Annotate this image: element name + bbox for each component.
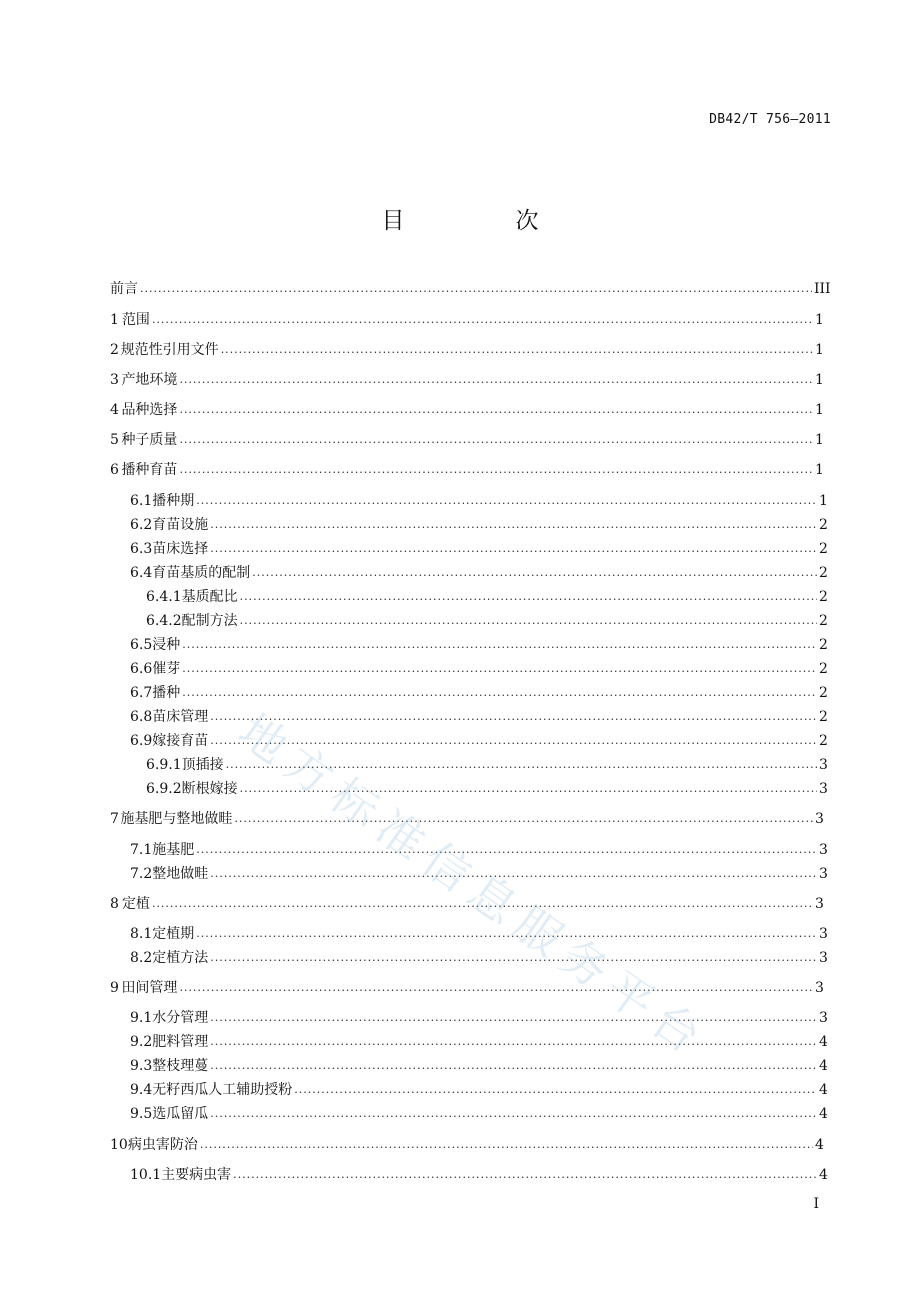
toc-entry-number: 6.9.1 <box>146 757 182 773</box>
toc-entry-page: 3 <box>819 842 828 858</box>
toc-entry[interactable] <box>130 925 826 944</box>
toc-leader-dots <box>196 840 817 859</box>
toc-entry-page: 1 <box>819 493 828 509</box>
toc-entry[interactable] <box>110 1136 822 1155</box>
toc-leader-dots <box>233 1165 817 1184</box>
toc-entry[interactable] <box>130 1033 826 1052</box>
toc-leader-dots <box>210 731 817 750</box>
toc-entry-page: 3 <box>819 926 828 942</box>
toc-entry[interactable] <box>130 564 826 583</box>
toc-entry-number: 6.1 <box>130 493 153 509</box>
toc-entry-number: 6.4 <box>130 565 153 581</box>
toc-entry-number: 9.5 <box>130 1106 153 1122</box>
toc-entry-page: 4 <box>819 1106 828 1122</box>
toc-entry-number: 9.2 <box>130 1034 153 1050</box>
toc-leader-dots <box>221 340 813 359</box>
toc-entry[interactable] <box>130 540 826 559</box>
toc-entry-page: 2 <box>819 565 828 581</box>
toc-entry-number: 6.6 <box>130 661 153 677</box>
toc-entry[interactable] <box>110 810 822 829</box>
toc-leader-dots <box>182 635 817 654</box>
toc-entry-page: 1 <box>815 342 824 358</box>
toc-entry-number: 6.2 <box>130 517 153 533</box>
toc-entry-label: 配制方法 <box>181 613 238 629</box>
toc-entry-label: 播种期 <box>152 493 195 509</box>
toc-entry-number: 5 <box>110 432 119 448</box>
toc-entry-number: 8.2 <box>130 950 153 966</box>
toc-entry-label: 肥料管理 <box>152 1034 209 1050</box>
toc-entry-label: 品种选择 <box>121 402 178 418</box>
toc-entry-page: 2 <box>819 637 828 653</box>
toc-entry[interactable] <box>130 949 826 968</box>
toc-leader-dots <box>182 683 817 702</box>
toc-leader-dots <box>210 1032 817 1051</box>
toc-entry-number: 10.1 <box>130 1167 162 1183</box>
toc-entry[interactable] <box>110 895 822 914</box>
toc-leader-dots <box>179 370 813 389</box>
toc-entry-page: 3 <box>819 757 828 773</box>
toc-entry[interactable] <box>146 588 826 607</box>
toc-entry[interactable] <box>130 1105 826 1124</box>
toc-entry-page: III <box>813 281 831 297</box>
toc-leader-dots <box>179 460 813 479</box>
toc-entry-number: 9.1 <box>130 1010 153 1026</box>
toc-entry[interactable] <box>130 1081 826 1100</box>
toc-entry[interactable] <box>110 311 822 330</box>
toc-entry-label: 基质配比 <box>181 589 238 605</box>
toc-entry[interactable] <box>110 280 831 299</box>
toc-entry-page: 2 <box>819 685 828 701</box>
toc-entry-number: 2 <box>110 342 119 358</box>
toc-entry-label: 田间管理 <box>121 980 178 996</box>
toc-entry[interactable] <box>130 1009 826 1028</box>
toc-entry-page: 2 <box>819 517 828 533</box>
toc-entry-page: 3 <box>815 896 824 912</box>
toc-entry-label: 播种育苗 <box>121 462 178 478</box>
toc-entry-label: 育苗基质的配制 <box>152 565 251 581</box>
toc-entry-label: 顶插接 <box>181 757 224 773</box>
toc-entry-number: 6.4.1 <box>146 589 182 605</box>
toc-leader-dots <box>210 707 817 726</box>
toc-entry-number: 6.5 <box>130 637 153 653</box>
toc-leader-dots <box>152 894 813 913</box>
toc-entry-page: 1 <box>815 402 824 418</box>
toc-entry-page: 3 <box>819 1010 828 1026</box>
toc-entry-page: 3 <box>819 781 828 797</box>
toc-entry[interactable] <box>130 708 826 727</box>
toc-leader-dots <box>294 1080 817 1099</box>
toc-entry-label: 嫁接育苗 <box>152 733 209 749</box>
toc-leader-dots <box>240 779 817 798</box>
toc-entry-page: 2 <box>819 733 828 749</box>
toc-entry-page: 4 <box>815 1137 824 1153</box>
toc-leader-dots <box>140 279 812 298</box>
toc-entry-number: 10 <box>110 1137 128 1153</box>
toc-entry-label: 前言 <box>110 281 138 297</box>
toc-leader-dots <box>210 539 817 558</box>
toc-entry[interactable] <box>130 732 826 751</box>
toc-entry-label: 定植方法 <box>152 950 209 966</box>
toc-entry-page: 3 <box>815 980 824 996</box>
toc-entry-number: 7 <box>110 811 119 827</box>
toc-entry[interactable] <box>130 841 826 860</box>
toc-leader-dots <box>240 611 817 630</box>
toc-leader-dots <box>210 1056 817 1075</box>
toc-entry-label: 施基肥 <box>152 842 195 858</box>
toc-entry-page: 4 <box>819 1034 828 1050</box>
toc-entry[interactable] <box>130 660 826 679</box>
toc-leader-dots <box>210 515 817 534</box>
toc-entry-label: 浸种 <box>152 637 181 653</box>
toc-entry-number: 6.8 <box>130 709 153 725</box>
toc-entry-label: 定植 <box>121 896 150 912</box>
toc-entry-page: 3 <box>819 950 828 966</box>
toc-entry-label: 催芽 <box>152 661 181 677</box>
watermark: 地方标准信息服务平台 <box>228 703 719 1069</box>
toc-entry-label: 种子质量 <box>121 432 178 448</box>
toc-leader-dots <box>179 430 813 449</box>
toc-leader-dots <box>240 587 817 606</box>
toc-entry-label: 无籽西瓜人工辅助授粉 <box>152 1082 293 1098</box>
toc-leader-dots <box>252 563 817 582</box>
toc-entry-number: 6.9 <box>130 733 153 749</box>
toc-leader-dots <box>210 1008 817 1027</box>
toc-entry-page: 4 <box>819 1082 828 1098</box>
toc-entry-number: 7.1 <box>130 842 153 858</box>
toc-entry-label: 产地环境 <box>121 372 178 388</box>
toc-entry-label: 育苗设施 <box>152 517 209 533</box>
toc-leader-dots <box>196 491 817 510</box>
toc-entry-number: 9.4 <box>130 1082 153 1098</box>
toc-entry-page: 1 <box>815 312 824 328</box>
toc-entry[interactable] <box>110 431 822 450</box>
toc-entry-label: 整地做畦 <box>152 866 209 882</box>
toc-entry[interactable] <box>110 371 822 390</box>
toc-entry[interactable] <box>110 401 822 420</box>
toc-entry-label: 主要病虫害 <box>161 1167 232 1183</box>
toc-leader-dots <box>182 659 817 678</box>
toc-entry-page: 2 <box>819 589 828 605</box>
toc-entry-label: 苗床选择 <box>152 541 209 557</box>
toc-entry-number: 6.9.2 <box>146 781 182 797</box>
toc-entry-page: 2 <box>819 541 828 557</box>
toc-entry[interactable] <box>130 1057 826 1076</box>
toc-entry-label: 病虫害防治 <box>127 1137 198 1153</box>
toc-leader-dots <box>210 948 817 967</box>
toc-leader-dots <box>179 978 813 997</box>
toc-entry-label: 苗床管理 <box>152 709 209 725</box>
toc-entry-number: 6.4.2 <box>146 613 182 629</box>
toc-entry[interactable] <box>130 516 826 535</box>
toc-entry-number: 6.7 <box>130 685 153 701</box>
toc-entry-number: 3 <box>110 372 119 388</box>
toc-leader-dots <box>226 755 817 774</box>
toc-entry-page: 4 <box>819 1058 828 1074</box>
toc-entry-number: 9 <box>110 980 119 996</box>
toc-entry-label: 规范性引用文件 <box>120 342 219 358</box>
toc-entry-label: 定植期 <box>152 926 195 942</box>
toc-leader-dots <box>196 924 817 943</box>
toc-entry-number: 8 <box>110 896 119 912</box>
toc-entry[interactable] <box>146 612 826 631</box>
toc-entry[interactable] <box>146 780 826 799</box>
toc-entry-page: 2 <box>819 709 828 725</box>
toc-entry-label: 播种 <box>152 685 181 701</box>
toc-entry-number: 6 <box>110 462 119 478</box>
toc-entry-label: 范围 <box>121 312 150 328</box>
toc-entry[interactable] <box>130 684 826 703</box>
toc-entry-page: 4 <box>819 1167 828 1183</box>
toc-entry-page: 1 <box>815 462 824 478</box>
toc-entry[interactable] <box>130 492 826 511</box>
toc-entry-label: 施基肥与整地做畦 <box>120 811 233 827</box>
toc-leader-dots <box>210 1104 817 1123</box>
toc-entry[interactable] <box>146 756 826 775</box>
toc-entry-number: 7.2 <box>130 866 153 882</box>
toc-entry-number: 8.1 <box>130 926 153 942</box>
toc-entry-page: 1 <box>815 432 824 448</box>
toc-entry-number: 6.3 <box>130 541 153 557</box>
toc-entry-page: 1 <box>815 372 824 388</box>
toc-entry-label: 整枝理蔓 <box>152 1058 209 1074</box>
toc-entry-label: 断根嫁接 <box>181 781 238 797</box>
toc-entry-page: 3 <box>815 811 824 827</box>
toc-leader-dots <box>179 400 813 419</box>
toc-leader-dots <box>234 809 813 828</box>
toc-entry-page: 2 <box>819 661 828 677</box>
toc-entry-page: 3 <box>819 866 828 882</box>
toc-leader-dots <box>152 310 813 329</box>
toc-entry-number: 1 <box>110 312 119 328</box>
toc-entry[interactable] <box>130 1166 826 1185</box>
toc-entry-label: 选瓜留瓜 <box>152 1106 209 1122</box>
toc-entry-number: 4 <box>110 402 119 418</box>
toc-entry-number: 9.3 <box>130 1058 153 1074</box>
toc-entry[interactable] <box>130 865 826 884</box>
footer-page-number: I <box>813 1196 819 1212</box>
page-title: 目 次 <box>381 208 583 234</box>
toc-entry-page: 2 <box>819 613 828 629</box>
toc-entry[interactable] <box>110 341 822 360</box>
document-code: DB42/T 756—2011 <box>709 112 831 127</box>
toc-entry-label: 水分管理 <box>152 1010 209 1026</box>
toc-entry[interactable] <box>110 979 822 998</box>
toc-entry[interactable] <box>130 636 826 655</box>
toc-leader-dots <box>210 864 817 883</box>
toc-entry[interactable] <box>110 461 822 480</box>
toc-leader-dots <box>200 1135 813 1154</box>
